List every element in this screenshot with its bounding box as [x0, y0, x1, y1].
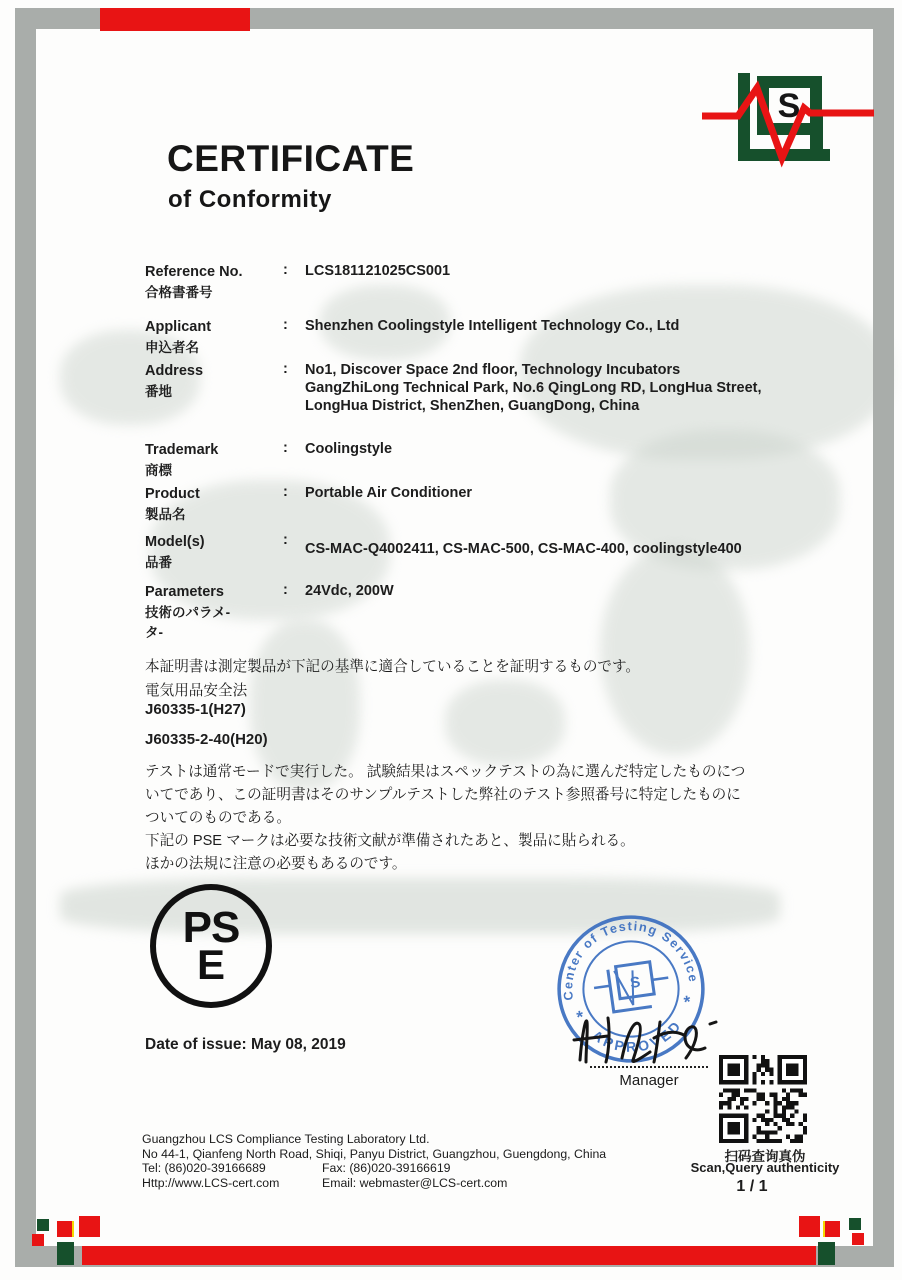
models-label: Model(s): [145, 534, 205, 550]
colon: :: [283, 440, 288, 456]
applicant-label-jp: 申込者名: [145, 340, 199, 355]
product-value: Portable Air Conditioner: [305, 485, 473, 501]
bottom-red-bar: [82, 1246, 816, 1265]
deco-square: [823, 1221, 840, 1237]
note-line-5: ほかの法規に注意の必要もあるのです。: [145, 856, 407, 872]
field-row-reference: [145, 262, 775, 303]
stamp-star-left: *: [575, 1006, 585, 1028]
stamp-star-right: *: [682, 991, 692, 1012]
statement-line-2: 電気用品安全法: [145, 683, 248, 699]
models-label-jp: 品番: [145, 555, 172, 570]
product-label-jp: 製品名: [145, 507, 186, 522]
applicant-label: Applicant: [145, 319, 212, 335]
trademark-label-jp: 商標: [145, 463, 172, 478]
parameters-label-jp-2: タ-: [145, 625, 163, 640]
field-row-trademark: [145, 440, 775, 481]
logo-letter-s: S: [777, 87, 801, 125]
trademark-value: Coolingstyle: [305, 441, 393, 457]
qr-label-en: Scan,Query authenticity: [690, 1160, 840, 1175]
note-line-4: 下記の PSE マークは必要な技術文献が準備されたあと、製品に貼られる。: [145, 833, 635, 849]
bottom-green-block-right: [818, 1242, 835, 1265]
reference-label-jp: 合格書番号: [145, 285, 213, 300]
field-row-parameters: [145, 582, 775, 643]
qr-code: [718, 1055, 808, 1143]
standard-1: J60335-1(H27): [145, 701, 246, 718]
signer-role: Manager: [619, 1072, 679, 1089]
deco-square: [852, 1233, 864, 1245]
colon: :: [283, 361, 288, 377]
signature-line: [590, 1066, 708, 1068]
manager-signature: [572, 1008, 722, 1073]
note-line-2: いてであり、この証明書はそのサンプルテストした弊社のテスト参照番号に特定したものに: [145, 787, 741, 803]
deco-square: [32, 1234, 44, 1246]
footer-tel: Tel: (86)020-39166689: [142, 1161, 266, 1175]
footer-company: Guangzhou LCS Compliance Testing Laboratory Ltd.: [142, 1132, 430, 1146]
qr-label-cn: 扫码查询真伪: [724, 1149, 806, 1164]
footer-website: Http://www.LCS-cert.com: [142, 1175, 280, 1190]
parameters-label-jp-1: 技術のパラメ-: [145, 605, 231, 620]
reference-value: LCS181121025CS001: [305, 263, 451, 279]
trademark-label: Trademark: [145, 442, 219, 458]
deco-square: [57, 1221, 74, 1237]
models-value: CS-MAC-Q4002411, CS-MAC-500, CS-MAC-400, coolingstyle400: [305, 541, 742, 557]
footer-address: No 44-1, Qianfeng North Road, Shiqi, Panyu District, Guangzhou, Guengdong, China: [142, 1146, 607, 1161]
colon: :: [283, 484, 288, 500]
colon: :: [283, 532, 288, 548]
page-number: 1 / 1: [736, 1178, 768, 1195]
pse-mark: [150, 884, 272, 1008]
bottom-green-block-left: [57, 1242, 74, 1265]
pse-letter-e: E: [196, 941, 225, 988]
note-line-3: ついてのものである。: [145, 810, 291, 826]
top-red-accent: [100, 8, 250, 31]
footer: [142, 1132, 622, 1190]
note-line-1: テストは通常モードで実行した。 試験結果はスペックテストの為に選んだ特定したものにつ: [145, 764, 746, 780]
deco-square: [799, 1216, 820, 1237]
colon: :: [283, 317, 288, 333]
address-line-1: No1, Discover Space 2nd floor, Technology Incubators: [305, 362, 681, 378]
footer-fax: Fax: (86)020-39166619: [322, 1161, 451, 1175]
statement-line-1: 本証明書は測定製品が下記の基準に適合していることを証明するものです。: [145, 659, 641, 675]
address-label: Address: [145, 363, 204, 379]
parameters-label: Parameters: [145, 584, 224, 600]
deco-square: [849, 1218, 861, 1230]
applicant-value: Shenzhen Coolingstyle Intelligent Technology Co., Ltd: [305, 318, 680, 334]
address-label-jp: 番地: [145, 384, 172, 399]
certificate-subtitle: of Conformity: [168, 186, 332, 213]
certificate-title: CERTIFICATE: [167, 138, 415, 179]
stamp-arc-top-text: Center of Testing Service: [561, 919, 701, 1002]
footer-email: Email: webmaster@LCS-cert.com: [322, 1175, 508, 1190]
field-row-address: [145, 361, 775, 415]
address-line-2: GangZhiLong Technical Park, No.6 QingLong RD, LongHua Street,: [305, 380, 762, 396]
reference-label: Reference No.: [145, 264, 243, 280]
stamp-letter-s: S: [629, 973, 642, 992]
field-row-product: [145, 484, 775, 525]
address-value: [305, 361, 775, 415]
colon: :: [283, 582, 288, 598]
parameters-value: 24Vdc, 200W: [305, 583, 394, 599]
stamp-arc-bottom-text: APPROVED: [588, 1017, 686, 1056]
lcs-logo: [700, 58, 880, 181]
standard-2: J60335-2-40(H20): [145, 731, 268, 748]
deco-square: [79, 1216, 100, 1237]
pse-letters-ps: PS: [182, 903, 240, 952]
address-line-3: LongHua District, ShenZhen, GuangDong, China: [305, 398, 640, 414]
date-of-issue: Date of issue: May 08, 2019: [145, 1036, 346, 1053]
deco-square: [37, 1219, 49, 1231]
field-row-models: [145, 532, 775, 573]
product-label: Product: [145, 486, 200, 502]
stamp-lcs-logo: [592, 960, 672, 1015]
field-row-applicant: [145, 317, 775, 358]
colon: :: [283, 262, 288, 278]
